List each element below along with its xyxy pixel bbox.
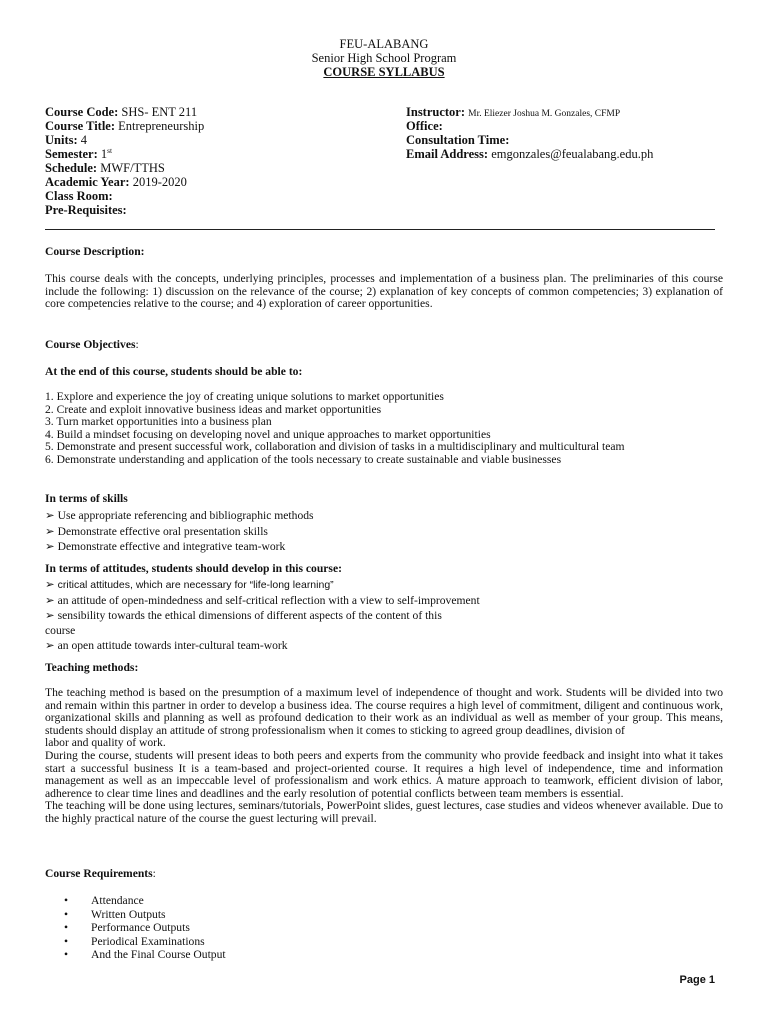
academic-year-value: 2019-2020: [132, 175, 187, 189]
requirement-item: • Written Outputs: [64, 907, 166, 921]
objective-item: 2. Create and exploit innovative business ideas and market opportunities: [45, 402, 382, 416]
teaching-heading: Teaching methods:: [45, 661, 139, 674]
teaching-paragraph: The teaching will be done using lectures, seminars/tutorials, PowerPoint slides, guest lectures, case studies and videos whenever available. Due to the highly practical nature of the course the guest lecturing will prevail.: [45, 799, 723, 825]
document-title: COURSE SYLLABUS: [323, 65, 445, 79]
requirements-list: [64, 894, 226, 962]
teaching-paragraph: During the course, students will present ideas to both peers and experts from the community who provide feedback and insight into what it takes start a successful business It is a team-based and project-oriented course. It requires a high level of independence, time and information management as well as an impeccable level of professionalism and work ethics. A mature approach to teamwork, efficient division of labor, adherence to clear time lines and deadlines and the early resolution of potential conflicts between team members is essential.: [45, 748, 723, 800]
prerequisites-row: Pre-Requisites:: [45, 203, 127, 217]
objectives-heading: Course Objectives:: [45, 338, 139, 351]
attitude-item: ➢ an attitude of open-mindedness and self-critical reflection with a view to self-improvement: [45, 594, 480, 607]
skills-heading: In terms of skills: [45, 492, 128, 505]
attitude-item: ➢ an open attitude towards inter-cultural team-work: [45, 639, 288, 652]
page-number: Page 1: [679, 974, 715, 986]
schedule-row: Schedule: MWF/TTHS: [45, 161, 165, 175]
semester-value: 1: [100, 147, 108, 161]
units-row: Units: 4: [45, 133, 88, 147]
objectives-intro: At the end of this course, students should be able to:: [45, 365, 303, 378]
instructor-row: Instructor: Mr. Eliezer Joshua M. Gonzales, CFMP: [406, 105, 621, 119]
consultation-row: Consultation Time:: [406, 133, 510, 147]
course-code: SHS- ENT 211: [121, 105, 198, 119]
attitudes-list: [45, 577, 723, 653]
teaching-text: [45, 687, 723, 826]
objectives-list: [45, 391, 723, 467]
email-row: Email Address: emgonzales@feualabang.edu.ph: [406, 147, 654, 161]
attitude-item: ➢ critical attitudes, which are necessary for “life-long learning”: [45, 578, 334, 591]
teaching-paragraph-continued: labor and quality of work.: [45, 736, 166, 750]
skill-item: ➢ Demonstrate effective oral presentation skills: [45, 524, 268, 538]
description-text: This course deals with the concepts, underlying principles, processes and implementation of a business plan. The preliminaries of this course include the following: 1) discussion on the relevance of the course; 2) explanation of key concepts of common competencies; 3) explanation of core competencies relative to the course; and 4) exploration of career opportunities.: [45, 272, 723, 311]
course-info: [45, 105, 204, 217]
requirements-heading: Course Requirements:: [45, 867, 156, 880]
academic-year-row: Academic Year: 2019-2020: [45, 175, 187, 189]
units-value: 4: [80, 133, 88, 147]
objective-item: 5. Demonstrate and present successful work, collaboration and division of tasks in a multidisciplinary and multicultural team: [45, 440, 625, 454]
requirement-item: • Periodical Examinations: [64, 934, 205, 948]
attitude-item-continued: course: [45, 624, 76, 637]
class-room-row: Class Room:: [45, 189, 113, 203]
email-value: emgonzales@feualabang.edu.ph: [491, 147, 654, 161]
objective-item: 1. Explore and experience the joy of creating unique solutions to market opportunities: [45, 390, 444, 403]
instructor-name: Mr. Eliezer Joshua M. Gonzales, CFMP: [468, 109, 621, 119]
requirement-item: • And the Final Course Output: [64, 948, 226, 962]
teaching-paragraph: The teaching method is based on the presumption of a maximum level of independence of thought and work. Students will be divided into two and remain within this partner in order to develop a business idea. The course requires a high level of commitment, diligent and continuous work, organizational skills and planning as well as profound dedication to their work as an individual as well as member of your group. This means, students should display an attitude of strong professionalism when it comes to sticking to agreed group deadlines, division of: [45, 686, 723, 737]
requirement-item: • Performance Outputs: [64, 921, 190, 935]
requirement-item: • Attendance: [64, 894, 144, 907]
program-name: Senior High School Program: [311, 51, 457, 65]
objective-item: 4. Build a mindset focusing on developing novel and unique approaches to market opportunities: [45, 427, 491, 441]
course-code-row: Course Code: SHS- ENT 211: [45, 105, 198, 119]
description-heading: Course Description:: [45, 245, 145, 258]
attitude-item: ➢ sensibility towards the ethical dimensions of different aspects of the content of this: [45, 609, 442, 622]
semester-row: Semester: 1st: [45, 145, 113, 161]
course-title: Entrepreneurship: [118, 119, 205, 133]
office-row: Office:: [406, 119, 443, 133]
instructor-info: [406, 105, 653, 161]
objective-item: 6. Demonstrate understanding and application of the tools necessary to create sustainable and viable businesses: [45, 452, 562, 466]
objective-item: 3. Turn market opportunities into a business plan: [45, 415, 272, 429]
course-title-row: Course Title: Entrepreneurship: [45, 119, 205, 133]
attitudes-heading: In terms of attitudes, students should develop in this course:: [45, 562, 342, 575]
divider: [45, 229, 715, 230]
skills-list: [45, 508, 723, 555]
schedule-value: MWF/TTHS: [100, 161, 165, 175]
school-name: FEU-ALABANG: [339, 37, 429, 51]
skill-item: ➢ Demonstrate effective and integrative team-work: [45, 540, 286, 553]
skill-item: ➢ Use appropriate referencing and bibliographic methods: [45, 509, 314, 522]
